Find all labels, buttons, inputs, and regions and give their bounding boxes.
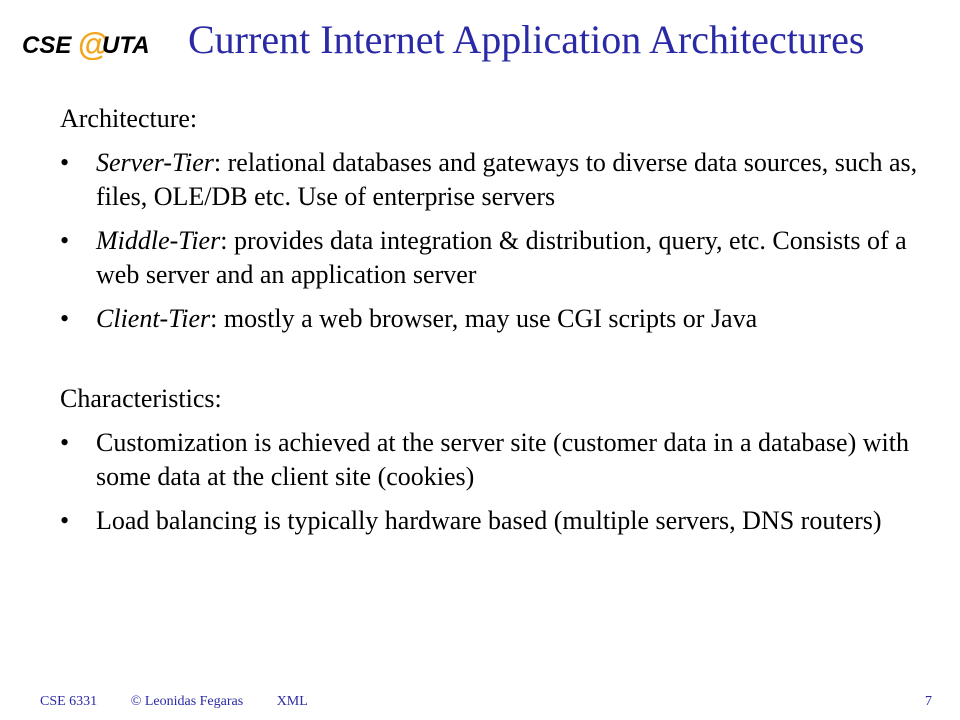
footer-topic: XML: [276, 694, 308, 709]
slide-title: Current Internet Application Architectures: [188, 17, 865, 62]
logo-at-symbol: @: [78, 28, 110, 60]
bullet-symbol: •: [60, 506, 70, 535]
bullet-text: Load balancing is typically hardware based (multiple servers, DNS routers): [96, 506, 882, 535]
bullet-item: [60, 302, 920, 336]
bullet-term: Client-Tier: [96, 304, 211, 333]
logo-cse-text: CSE: [22, 32, 72, 59]
footer-author: © Leonidas Fegaras: [130, 694, 244, 709]
bullet-item: [60, 224, 920, 292]
slide-body: [60, 102, 920, 548]
bullet-symbol: •: [60, 428, 70, 457]
slide-footer: [40, 693, 338, 711]
bullet-symbol: •: [60, 226, 70, 255]
bullet-text: : provides data integration & distribution, query, etc. Consists of a web server and an application server: [96, 226, 907, 289]
bullet-symbol: •: [60, 148, 70, 177]
bullet-item: [60, 426, 920, 494]
bullet-text: Customization is achieved at the server site (customer data in a database) with some data at the client site (cookies): [96, 428, 909, 491]
footer-course: CSE 6331: [40, 694, 98, 709]
bullet-text: : mostly a web browser, may use CGI scripts or Java: [210, 304, 758, 333]
bullet-term: Server-Tier: [96, 148, 214, 177]
section-heading-characteristics: Characteristics:: [60, 384, 222, 413]
bullet-item: [60, 504, 920, 538]
page-number: 7: [925, 694, 932, 709]
logo-uta-text: UTA: [102, 32, 150, 59]
bullet-item: [60, 146, 920, 214]
bullet-symbol: •: [60, 304, 70, 333]
cse-uta-logo-icon: [22, 28, 150, 60]
bullet-term: Middle-Tier: [96, 226, 221, 255]
bullet-text: : relational databases and gateways to diverse data sources, such as, files, OLE/DB etc. Use of enterprise servers: [96, 148, 918, 211]
section-heading-architecture: Architecture:: [60, 104, 198, 133]
cse-uta-logo: [22, 28, 150, 60]
